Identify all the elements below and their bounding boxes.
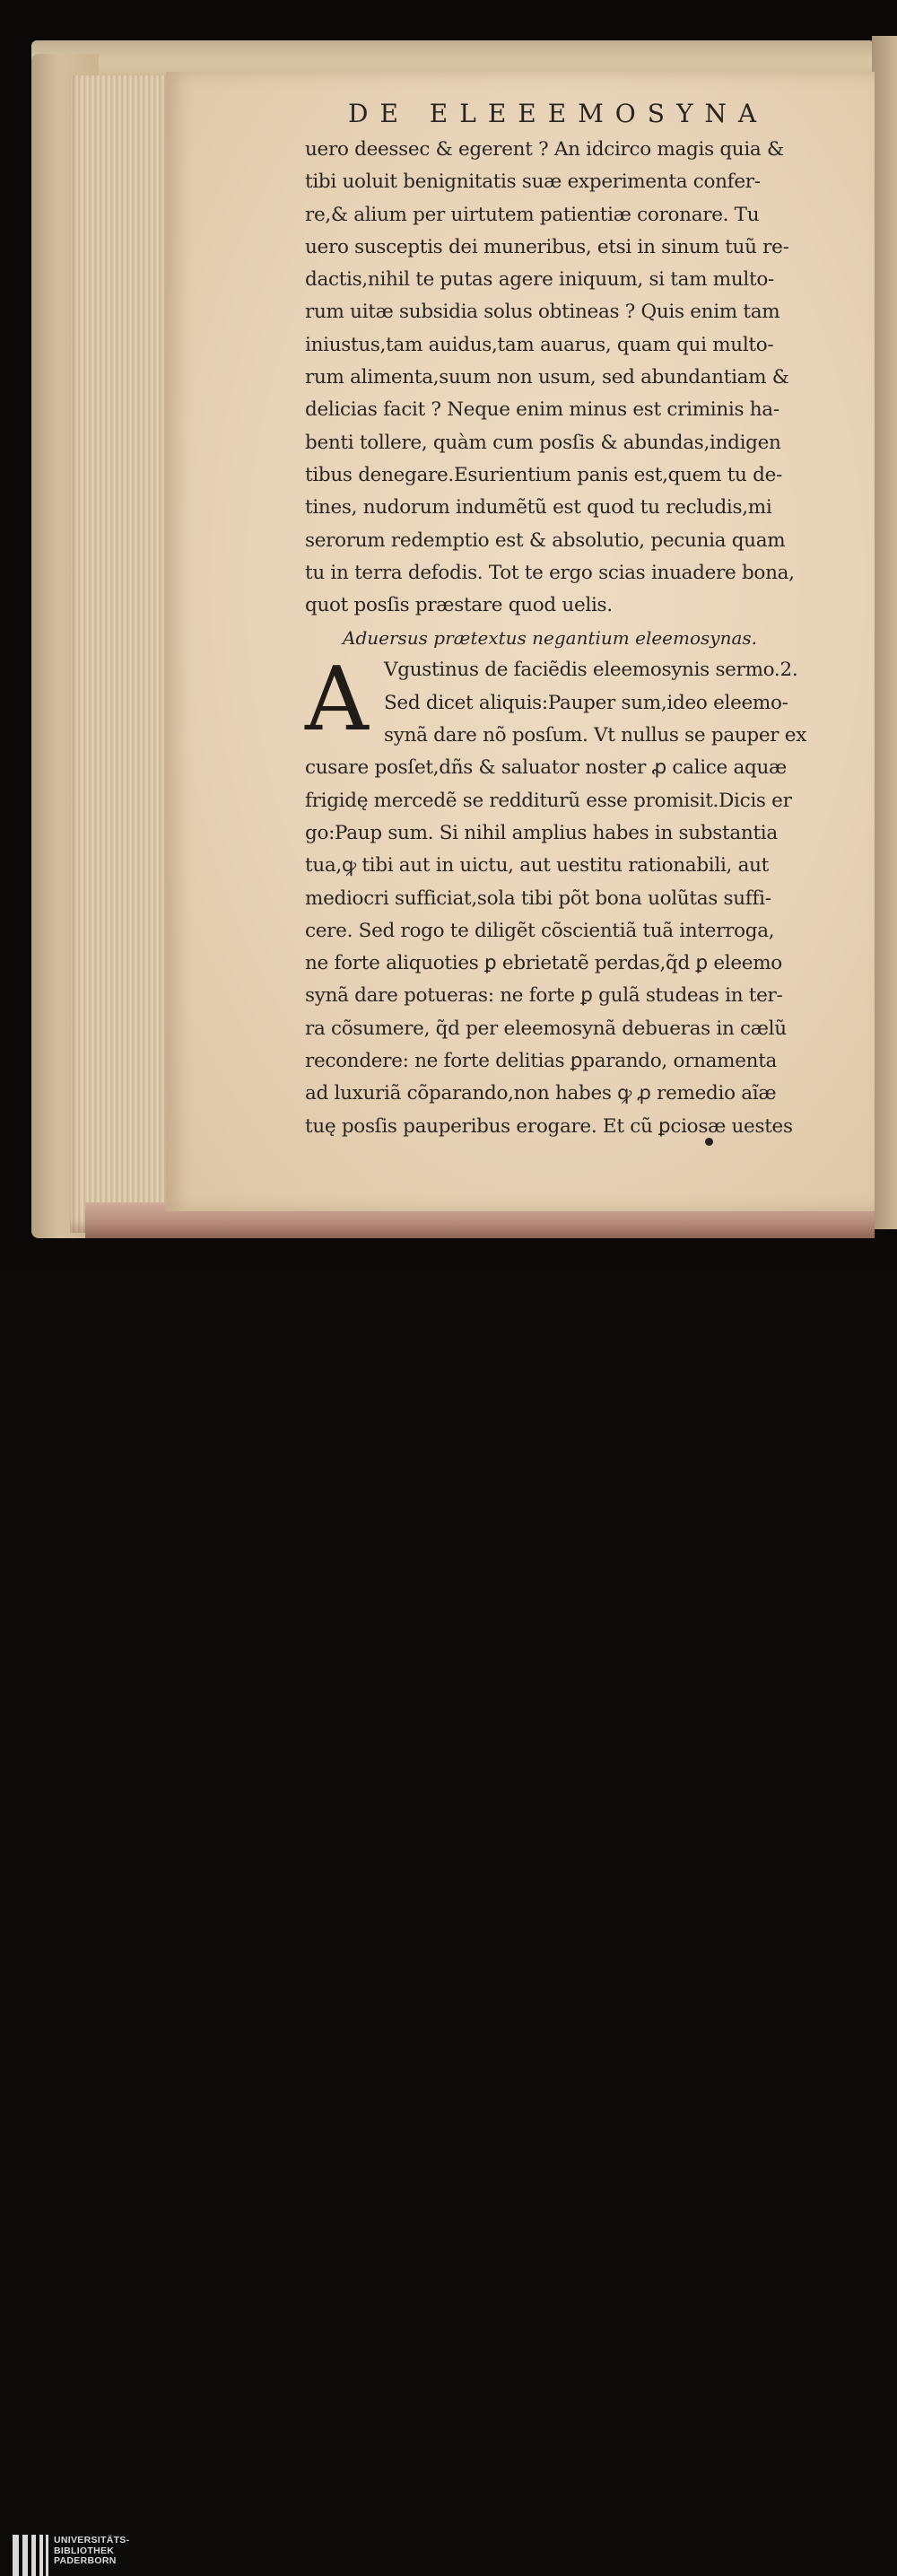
text-line: tines, nudorum indumẽtũ est quod tu recludis,mi <box>305 496 772 520</box>
library-name-line: PADERBORN <box>54 2555 117 2566</box>
text-line: rum alimenta,suum non usum, sed abundantiam & <box>305 366 789 389</box>
text-line: Sed dicet aliquis:Pauper sum,ideo eleemo- <box>384 691 788 714</box>
text-line: re,& alium per uirtutem patientiæ coronare. Tu <box>305 203 760 226</box>
text-line: serorum redemptio est & absolutio, pecunia quam <box>305 528 786 552</box>
text-line: uero susceptis dei muneribus, etsi in sinum tuũ re- <box>305 235 789 258</box>
library-name-line: BIBLIOTHEK <box>54 2545 115 2556</box>
text-line: go:Paup sum. Si nihil amplius habes in substantia <box>305 821 778 844</box>
drop-cap: A <box>305 649 369 752</box>
footer-bar <box>0 1265 897 2566</box>
text-line: recondere: ne forte delitias ꝑparando, ornamenta <box>305 1050 778 1073</box>
text-line: tu in terra defodis. Tot te ergo scias inuadere bona, <box>305 561 795 584</box>
text-line: mediocri sufficiat,sola tibi põt bona uolũtas suffi- <box>305 886 771 910</box>
text-line: tua,ꝙ tibi aut in uictu, aut uestitu rationabili, aut <box>305 854 769 878</box>
text-line: tuę posſis pauperibus erogare. Et cũ ꝑciosæ uestes <box>305 1114 793 1138</box>
text-line: cusare posſet,dñs & saluator noster ꝓ calice aquæ <box>305 756 787 780</box>
text-line: uero deessec & egerent ? An idcirco magis quia & <box>305 138 784 161</box>
page-text <box>305 99 834 1143</box>
paragraph-1 <box>305 134 834 622</box>
text-line: Vgustinus de faciẽdis eleemosynis sermo.2. <box>384 659 798 682</box>
text-line: synã dare potueras: ne forte ꝑ gulã studeas in ter- <box>305 984 783 1008</box>
page-edges-stack <box>70 75 172 1233</box>
text-line: ne forte aliquoties ꝑ ebrietatẽ perdas,q̃d ꝑ eleemo <box>305 952 782 975</box>
text-line: tibus denegare.Esurientium panis est,quem tu de- <box>305 463 782 486</box>
library-name <box>54 2536 129 2567</box>
text-line: delicias facit ? Neque enim minus est criminis ha- <box>305 398 779 422</box>
text-line: tibi uoluit benignitatis suæ experimenta confer- <box>305 170 761 194</box>
text-line: rum uitæ subsidia solus obtineas ? Quis enim tam <box>305 301 780 324</box>
facing-page-edge <box>872 36 897 1229</box>
text-line: dactis,nihil te putas agere iniquum, si tam multo- <box>305 268 774 292</box>
text-line: benti tollere, quàm cum posſis & abundas,indigen <box>305 431 781 454</box>
text-line: ra cõsumere, q̃d per eleemosynã debueras in cælũ <box>305 1017 787 1040</box>
paragraph-2 <box>305 649 834 1142</box>
text-line: ad luxuriã cõparando,non habes ꝙ ꝓ remedio aĩæ <box>305 1082 777 1105</box>
library-name-line: UNIVERSITÄTS- <box>54 2535 130 2545</box>
text-line: frigidę mercedẽ se redditurũ esse promisit.Dicis er <box>305 789 792 812</box>
text-line: synã dare nõ posſum. Vt nullus se pauper ex <box>384 724 807 747</box>
text-line: quot posſis præstare quod uelis. <box>305 594 613 617</box>
library-logo-icon <box>13 2535 48 2576</box>
ink-spot <box>705 1138 713 1146</box>
section-heading: Aduersus prætextus negantium eleemosynas. <box>343 627 758 650</box>
scanned-book-spread <box>0 0 897 1265</box>
text-line: iniustus,tam auidus,tam auarus, quam qui multo- <box>305 333 774 356</box>
text-line: cere. Sed rogo te diligẽt cõscientiã tuã interroga, <box>305 919 775 942</box>
running-head: DE ELEEEMOSYNA <box>348 99 769 128</box>
